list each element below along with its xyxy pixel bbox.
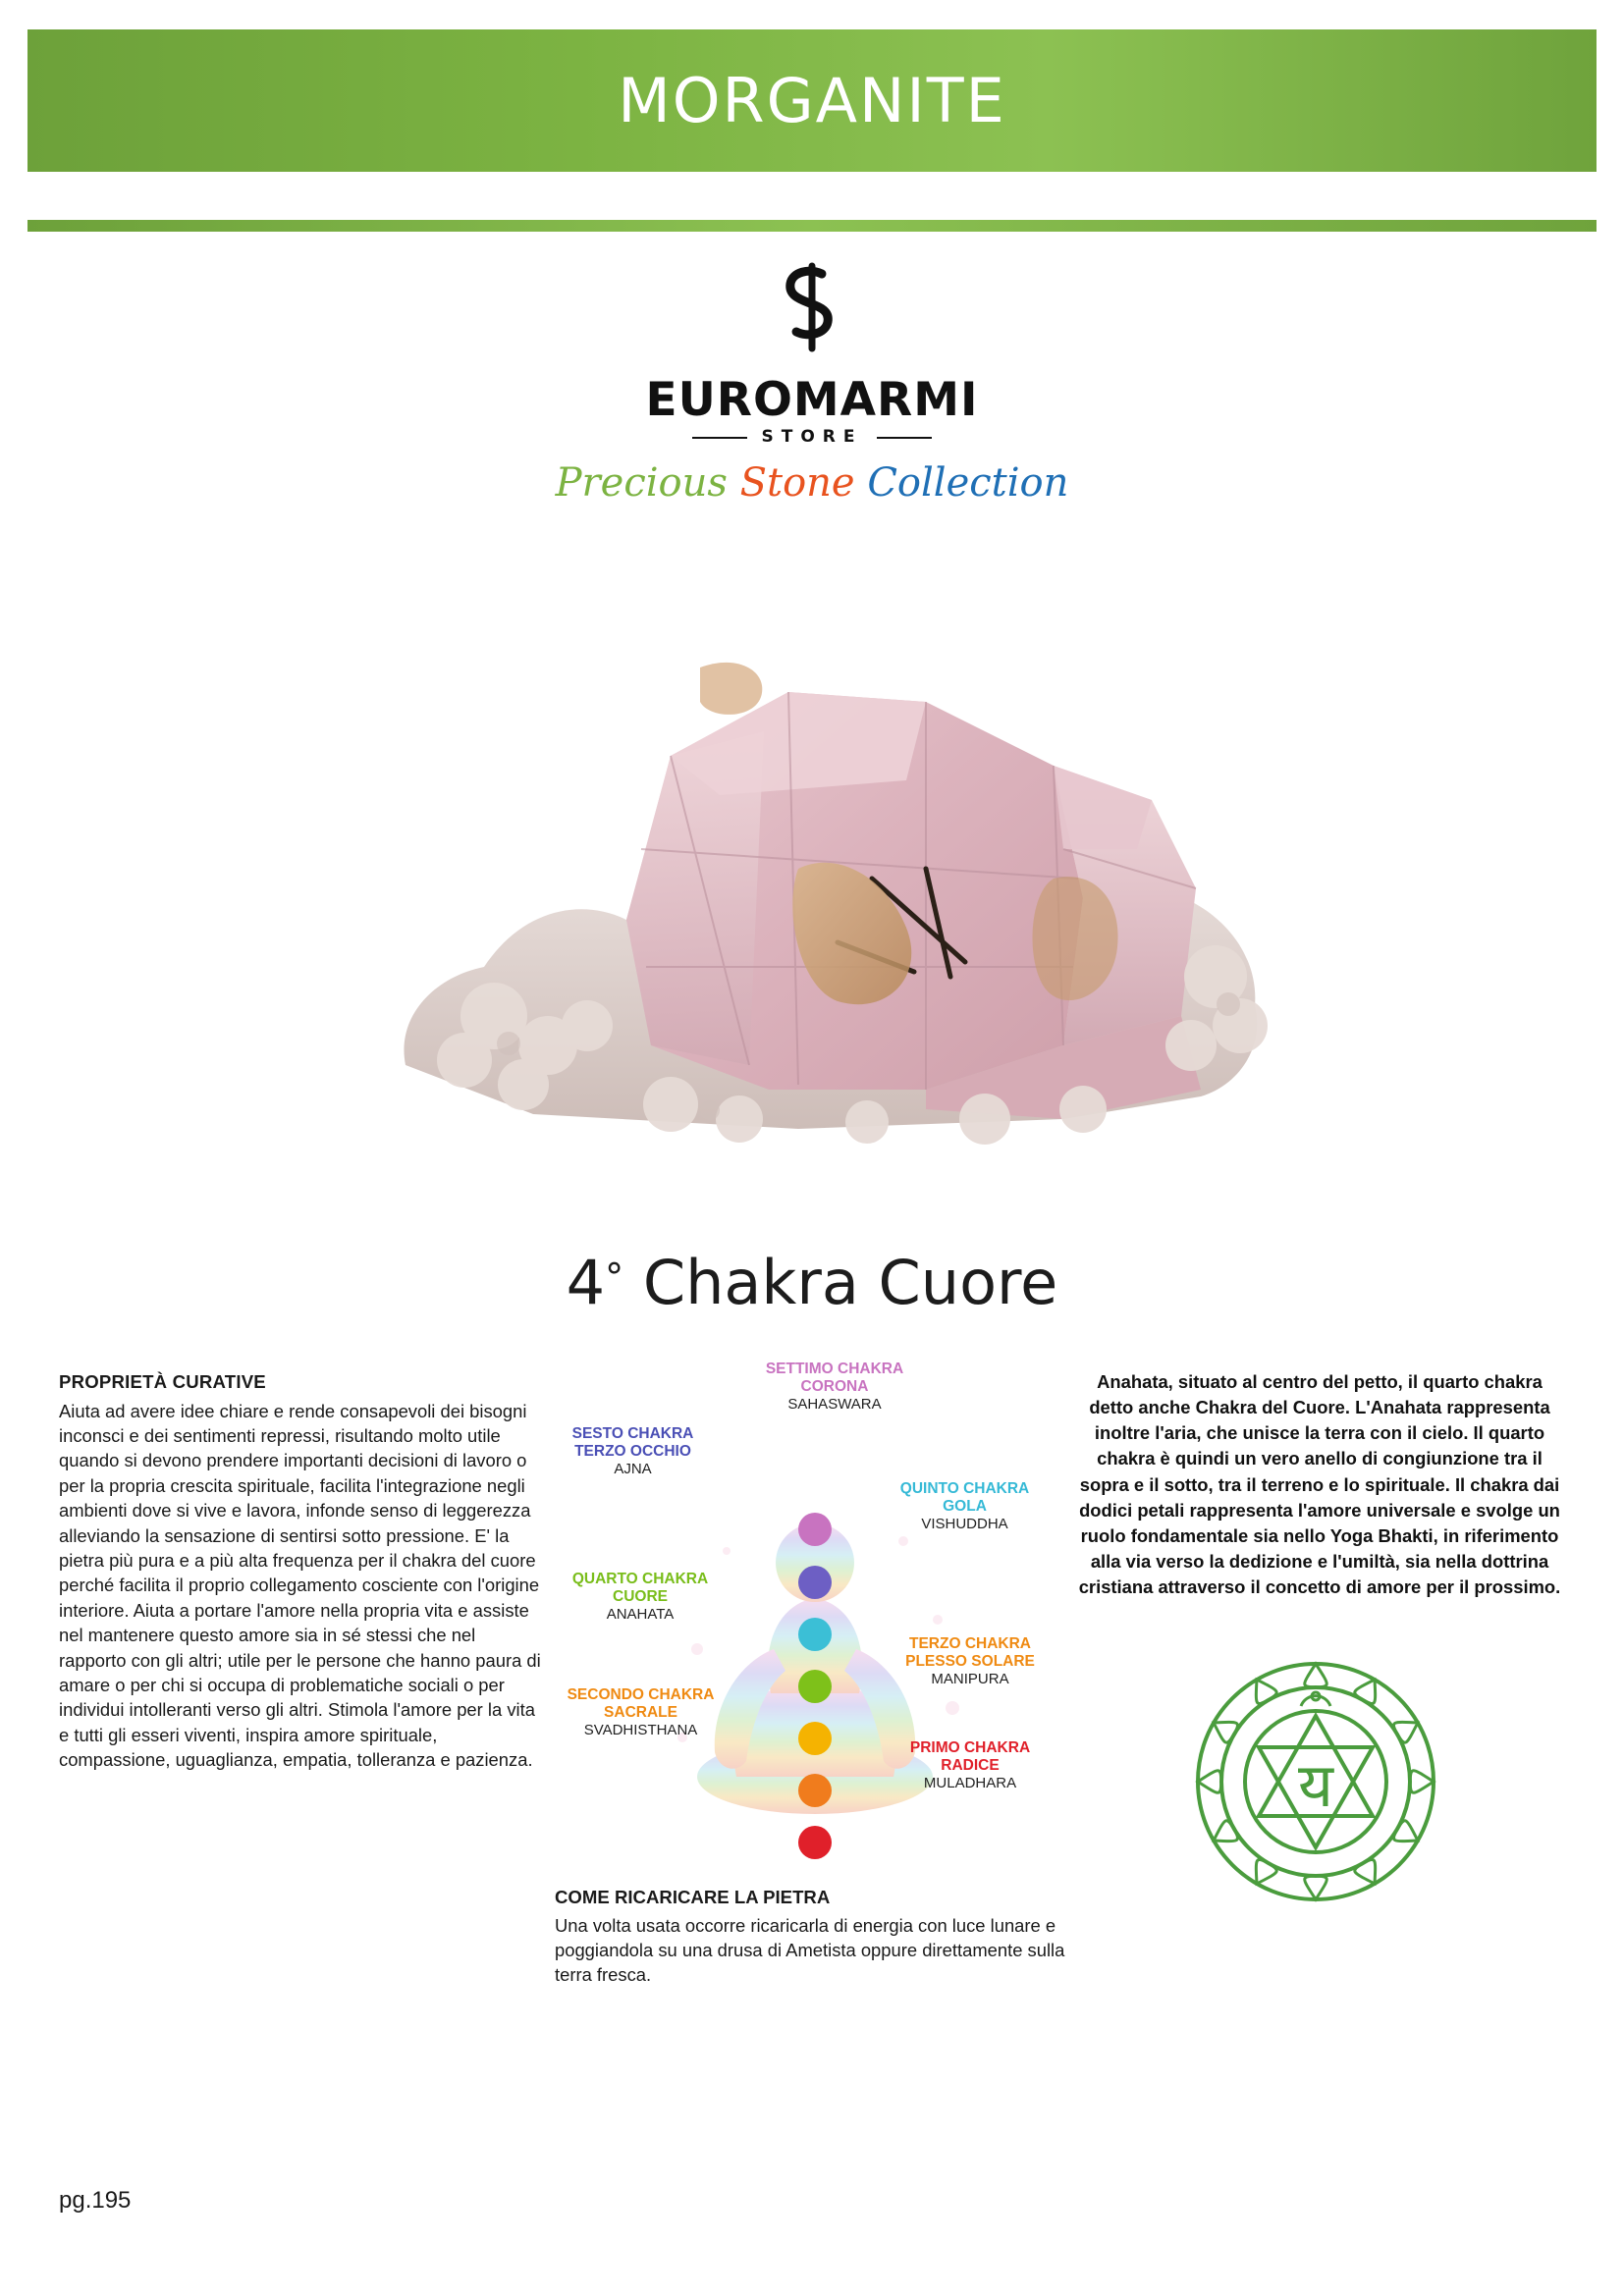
chakra-label-sesto-title: SESTO CHAKRA bbox=[571, 1425, 694, 1442]
collection-word-stone: Stone bbox=[739, 460, 855, 507]
anahata-seed-glyph: य bbox=[1298, 1749, 1333, 1821]
header-divider-rule bbox=[27, 220, 1597, 232]
collection-tagline bbox=[0, 460, 1624, 506]
chakra-label-terzo-sanskrit: MANIPURA bbox=[931, 1670, 1009, 1687]
chakra-label-quarto-subtitle: CUORE bbox=[613, 1587, 668, 1605]
chakra-dot-quarto bbox=[798, 1670, 832, 1703]
logo-sub-name: STORE bbox=[761, 427, 863, 448]
recharge-instructions-section bbox=[555, 1885, 1065, 1988]
chakra-label-sesto-subtitle: TERZO OCCHIO bbox=[574, 1442, 691, 1460]
chakra-label-terzo-title: TERZO CHAKRA bbox=[909, 1635, 1031, 1652]
logo-sub-wrap bbox=[0, 427, 1624, 447]
healing-properties-body: Aiuta ad avere idee chiare e rende consapevoli dei bisogni inconsci e dei sentimenti repressi, risultando molto utile quando si devono prendere importanti decisioni di lavoro o per la propria crescita spirituale, facilita l'integrazione negli ambienti dove si vive e lavora, infonde senso di leggerezza alleviando la sensazione di sentirsi sotto pressione. E' la pietra più pura e a più alta frequenza per il chakra del cuore perché facilita il proprio collegamento cosciente con l'origine interiore. Aiuta a portare l'amore nella propria vita e assiste nel mantenere questo amore sia in sé stessi che nel rapporto con gli altri; utile per le persone che hanno paura di amare o per chi si occupa di problematiche sociali o per individui intolleranti verso gli altri. Stimola l'amore per la vita e tutti gli esseri viventi, inspira amore spirituale, compassione, uguaglianza, empatia, tolleranza e pazienza. bbox=[59, 1400, 541, 1771]
chakra-label-secondo-title: SECONDO CHAKRA bbox=[567, 1686, 715, 1703]
chakra-degree-symbol: ° bbox=[605, 1255, 624, 1299]
recharge-heading: COME RICARICARE LA PIETRA bbox=[555, 1887, 831, 1907]
chakra-label-settimo-sanskrit: SAHASWARA bbox=[787, 1395, 882, 1413]
chakra-dot-sesto bbox=[798, 1566, 832, 1599]
chakra-diagram bbox=[550, 1355, 1080, 1865]
page-number: pg.195 bbox=[59, 2187, 132, 2214]
chakra-dot-settimo bbox=[798, 1513, 832, 1546]
chakra-label-primo-subtitle: RADICE bbox=[941, 1756, 1000, 1774]
recharge-body: Una volta usata occorre ricaricarla di energia con luce lunare e poggiandola su una drusa di Ametista oppure direttamente sulla terra fresca. bbox=[555, 1914, 1065, 1986]
collection-word-collection: Collection bbox=[867, 460, 1069, 507]
morganite-stone-image bbox=[376, 555, 1289, 1202]
chakra-label-settimo-title: SETTIMO CHAKRA bbox=[765, 1361, 904, 1377]
chakra-label-quarto-title: QUARTO CHAKRA bbox=[571, 1571, 709, 1587]
logo-rule-left bbox=[692, 437, 747, 439]
chakra-label-secondo-subtitle: SACRALE bbox=[604, 1703, 677, 1721]
chakra-label-primo-title: PRIMO CHAKRA bbox=[909, 1739, 1031, 1756]
chakra-number: 4 bbox=[566, 1247, 606, 1318]
chakra-caption bbox=[0, 1247, 1624, 1318]
chakra-label-quinto-sanskrit: VISHUDDHA bbox=[921, 1515, 1008, 1532]
brand-logo-block bbox=[0, 260, 1624, 506]
chakra-dot-quinto bbox=[798, 1618, 832, 1651]
chakra-label-settimo-subtitle: CORONA bbox=[800, 1377, 869, 1395]
logo-brand-name: EUROMARMI bbox=[645, 373, 979, 428]
chakra-label-quarto-sanskrit: ANAHATA bbox=[606, 1605, 675, 1623]
page-title: MORGANITE bbox=[618, 65, 1006, 136]
anahata-description-section bbox=[1074, 1369, 1565, 1600]
chakra-label-quinto-title: QUINTO CHAKRA bbox=[899, 1480, 1030, 1497]
chakra-dot-primo bbox=[798, 1826, 832, 1859]
chakra-label-quinto-subtitle: GOLA bbox=[943, 1497, 987, 1515]
chakra-label-terzo-subtitle: PLESSO SOLARE bbox=[905, 1652, 1035, 1670]
anahata-chakra-symbol-icon bbox=[1193, 1659, 1438, 1904]
anahata-description-body: Anahata, situato al centro del petto, il quarto chakra detto anche Chakra del Cuore. L'Anahata rappresenta inoltre l'aria, che unisce la terra con il cielo. Il quarto chakra è quindi un vero anello di congiunzione tra il sopra e il sotto, tra il terreno e lo spirituale. Il chakra dai dodici petali rappresenta l'amore universale e svolge un ruolo fondamentale sia nello Yoga Bhakti, in riferimento alla via verso la dedizione e l'umiltà, sia nella dottrina cristiana attraverso il concetto di amore per il prossimo. bbox=[1078, 1371, 1561, 1597]
chakra-dot-terzo bbox=[798, 1722, 832, 1755]
chakra-dot-secondo bbox=[798, 1774, 832, 1807]
collection-word-precious: Precious bbox=[555, 460, 728, 507]
healing-properties-heading: PROPRIETÀ CURATIVE bbox=[59, 1371, 266, 1392]
healing-properties-section bbox=[59, 1369, 544, 1773]
logo-mark-icon bbox=[0, 260, 1624, 359]
chakra-label-secondo-sanskrit: SVADHISTHANA bbox=[583, 1721, 698, 1738]
chakra-label-sesto-sanskrit: AJNA bbox=[614, 1460, 652, 1477]
chakra-label-primo-sanskrit: MULADHARA bbox=[923, 1774, 1017, 1791]
chakra-caption-text: Chakra Cuore bbox=[642, 1247, 1058, 1318]
page-header-band bbox=[27, 29, 1597, 172]
logo-rule-right bbox=[877, 437, 932, 439]
